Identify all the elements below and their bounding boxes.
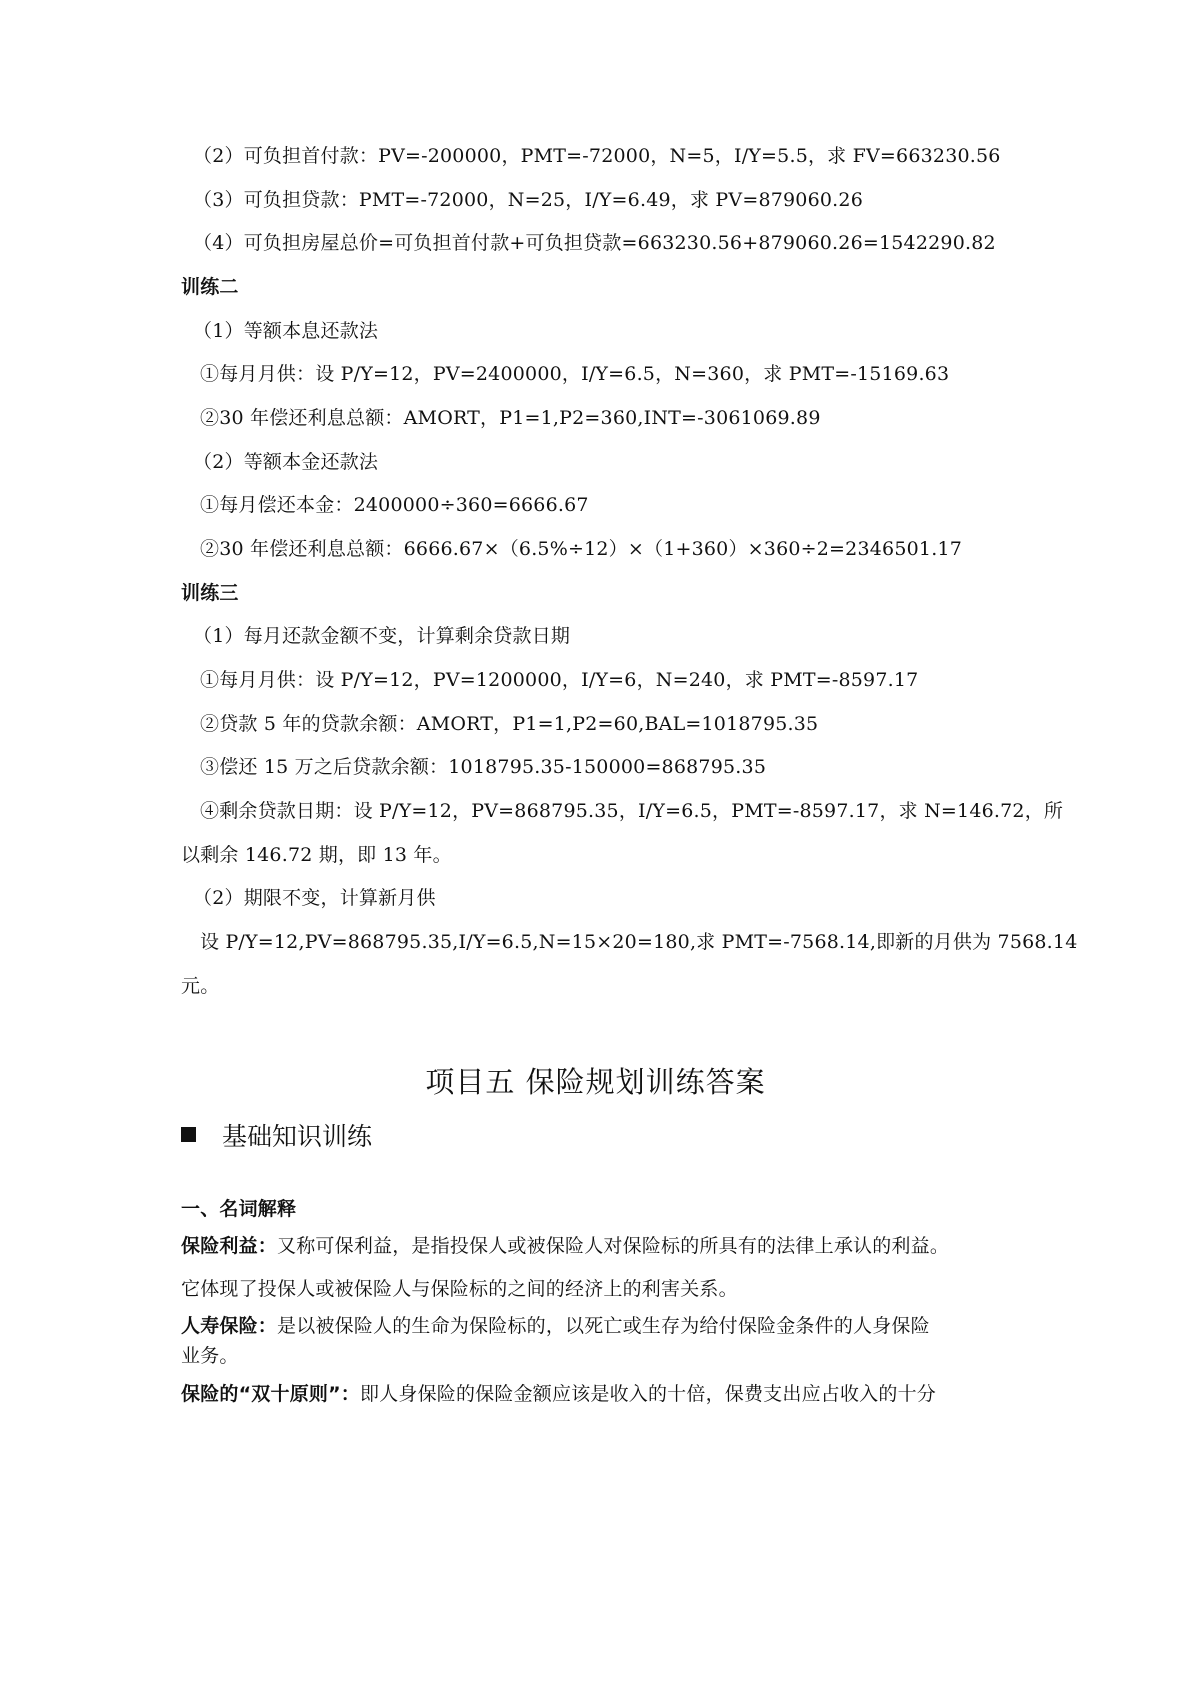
- train3-item-2a: 设 P/Y=12,PV=868795.35,I/Y=6.5,N=15×20=180,求 PMT=-7568.14,即新的月供为 7568.14: [200, 931, 1078, 953]
- train2-item-2b: ②30 年偿还利息总额：6666.67×（6.5%÷12）×（1+360）×360÷2=2346501.17: [200, 538, 963, 560]
- train3-item-2: （2）期限不变，计算新月供: [193, 887, 436, 909]
- train3-item-2a-cont: 元。: [181, 975, 220, 997]
- term-2-line: [181, 1313, 930, 1339]
- term-definition: 是以被保险人的生命为保险标的，以死亡或生存为给付保险金条件的人身保险: [277, 1315, 930, 1337]
- term-label: 人寿保险：: [181, 1315, 278, 1337]
- term-2-cont: 业务。: [181, 1345, 239, 1367]
- train3-item-1c: ③偿还 15 万之后贷款余额：1018795.35-150000=868795.35: [200, 756, 767, 778]
- train3-item-1a: ①每月月供：设 P/Y=12，PV=1200000，I/Y=6，N=240，求 PMT=-8597.17: [200, 669, 919, 691]
- train3-item-1d-cont: 以剩余 146.72 期，即 13 年。: [181, 844, 452, 866]
- section-title: 项目五 保险规划训练答案: [425, 1065, 766, 1099]
- heading-train-3: 训练三: [181, 582, 239, 604]
- train2-item-2a: ①每月偿还本金：2400000÷360=6666.67: [200, 494, 589, 516]
- train3-item-1: （1）每月还款金额不变，计算剩余贷款日期: [193, 625, 571, 647]
- term-1-cont: 它体现了投保人或被保险人与保险标的之间的经济上的利害关系。: [181, 1278, 738, 1300]
- term-label: 保险的“双十原则”：: [181, 1383, 360, 1405]
- term-1-line: [181, 1233, 949, 1259]
- square-bullet-icon: [181, 1127, 196, 1142]
- train2-item-1b: ②30 年偿还利息总额：AMORT，P1=1,P2=360,INT=-3061069.89: [200, 407, 821, 429]
- train2-item-1a: ①每月月供：设 P/Y=12，PV=2400000，I/Y=6.5，N=360，求 PMT=-15169.63: [200, 363, 950, 385]
- term-definition: 又称可保利益，是指投保人或被保险人对保险标的所具有的法律上承认的利益。: [277, 1235, 950, 1257]
- term-label: 保险利益：: [181, 1235, 278, 1257]
- answer-line-4: （4）可负担房屋总价=可负担首付款+可负担贷款=663230.56+879060.26=1542290.82: [193, 232, 996, 254]
- answer-line-2: （2）可负担首付款：PV=-200000，PMT=-72000，N=5，I/Y=5.5，求 FV=663230.56: [193, 145, 1001, 167]
- subsection-heading: [181, 1121, 372, 1153]
- train3-item-1d: ④剩余贷款日期：设 P/Y=12，PV=868795.35，I/Y=6.5，PMT=-8597.17，求 N=146.72，所: [200, 800, 1064, 822]
- subsection-label: 基础知识训练: [222, 1122, 373, 1151]
- train2-item-2: （2）等额本金还款法: [193, 451, 379, 473]
- term-3-line: [181, 1381, 936, 1407]
- train3-item-1b: ②贷款 5 年的贷款余额：AMORT，P1=1,P2=60,BAL=1018795.35: [200, 713, 819, 735]
- heading-definitions: 一、名词解释: [181, 1198, 297, 1220]
- answer-line-3: （3）可负担贷款：PMT=-72000，N=25，I/Y=6.49，求 PV=879060.26: [193, 189, 863, 211]
- heading-train-2: 训练二: [181, 276, 239, 298]
- term-definition: 即人身保险的保险金额应该是收入的十倍，保费支出应占收入的十分: [359, 1383, 936, 1405]
- train2-item-1: （1）等额本息还款法: [193, 320, 379, 342]
